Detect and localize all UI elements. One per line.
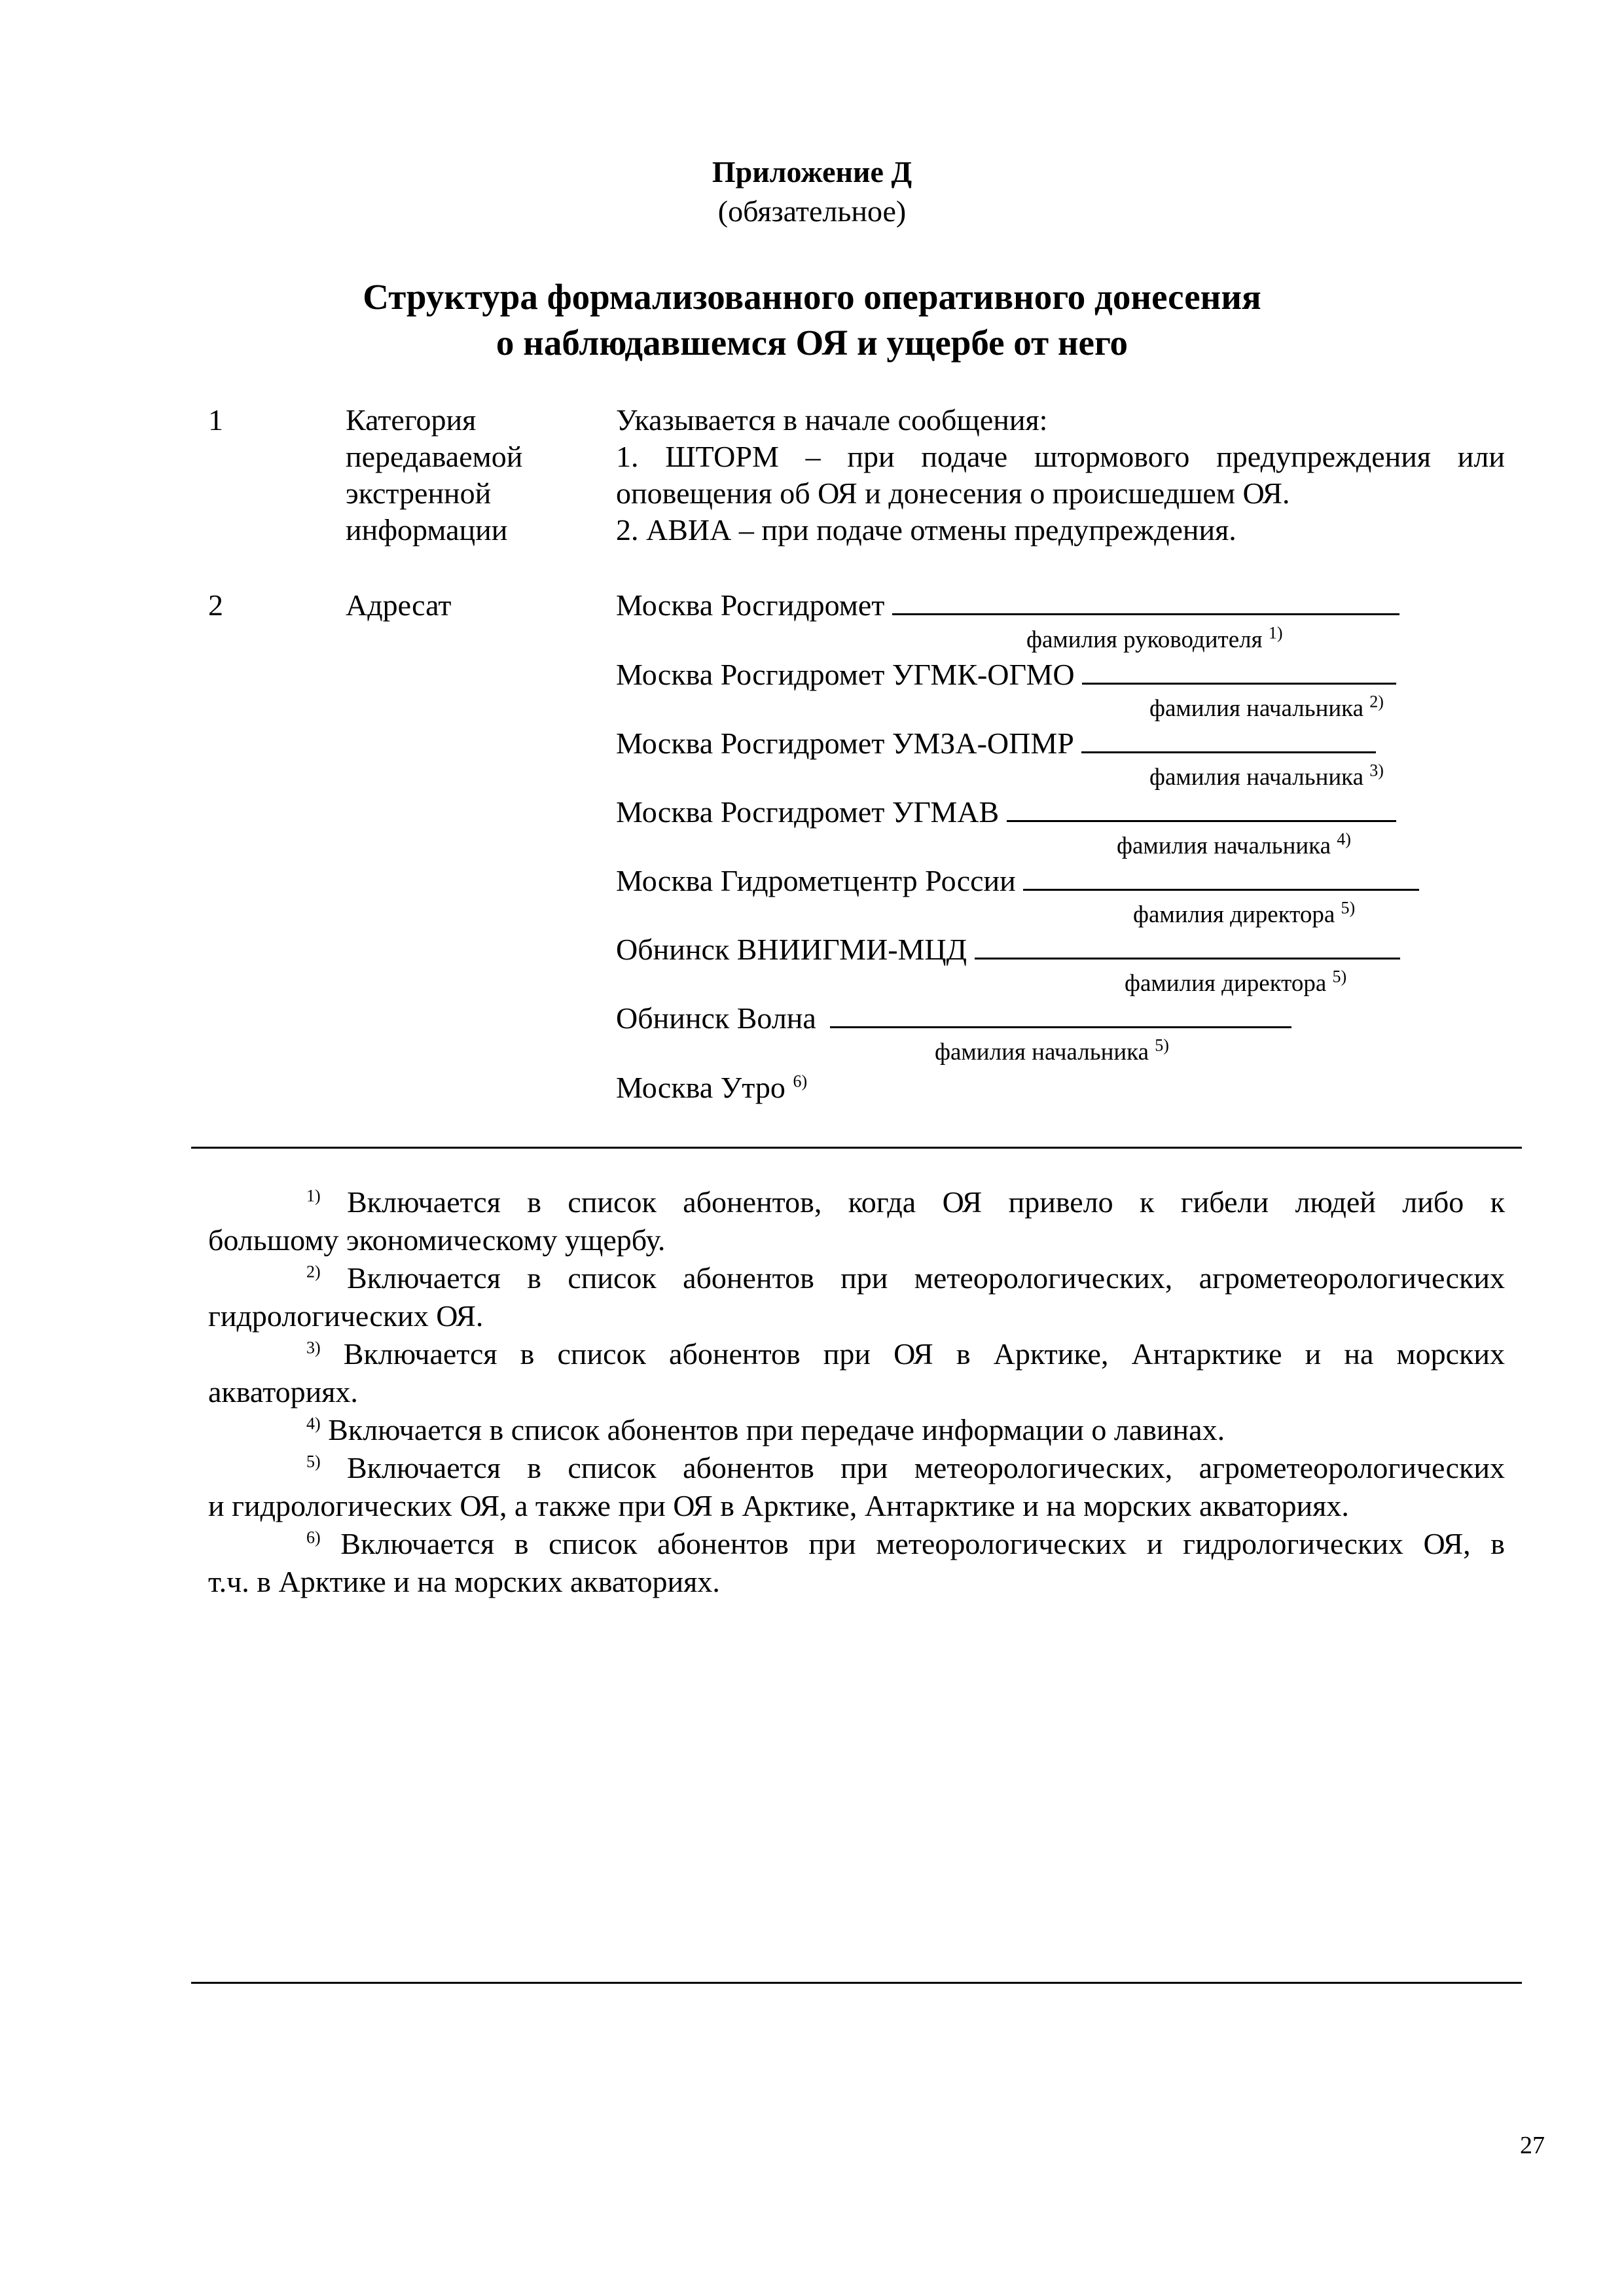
footnote-mark: 2) <box>306 1262 321 1282</box>
footnote-line <box>208 1335 1505 1373</box>
footnote-text: Включается в список абонентов при метеорологических, агрометеорологических <box>347 1451 1505 1484</box>
footnote-line <box>208 1449 1505 1487</box>
caption-text: фамилия начальника <box>1149 695 1364 722</box>
caption-text: фамилия директора <box>1133 901 1335 928</box>
item-label-line: экстренной <box>346 476 492 510</box>
footnotes <box>208 1183 1505 1601</box>
fill-in-blank[interactable] <box>1023 863 1419 891</box>
caption-text: фамилия руководителя <box>1026 626 1263 653</box>
caption-text: фамилия начальника <box>1149 764 1364 791</box>
addressee-name: Москва Росгидромет УГМАВ <box>616 795 1000 829</box>
addressee-name: Обнинск ВНИИГМИ-МЦД <box>616 933 967 966</box>
item-number: 2 <box>208 588 223 622</box>
addressee-name: Москва Утро <box>616 1071 785 1104</box>
page-bottom-rule <box>191 1982 1522 1984</box>
footnote-mark: 1) <box>1268 623 1283 643</box>
appendix-title: Приложение Д <box>712 155 912 188</box>
fill-in-blank[interactable] <box>830 1000 1291 1028</box>
footnote-line <box>208 1183 1505 1221</box>
addressee-name: Москва Гидрометцентр России <box>616 864 1016 897</box>
footnote-mark: 6) <box>793 1071 808 1091</box>
addressee-line <box>616 656 1396 693</box>
footnote-mark: 1) <box>306 1186 321 1206</box>
footnote-text: Включается в список абонентов при передаче информации о лавинах. <box>328 1413 1225 1446</box>
item-label-line: Категория <box>346 403 477 437</box>
footnote-mark: 5) <box>1332 967 1347 986</box>
footnote-separator <box>191 1147 1522 1149</box>
footnote-mark: 5) <box>1155 1035 1169 1055</box>
item-description-line: 1. ШТОРМ – при подаче штормового предупреждения или <box>616 440 1505 473</box>
item-description-line: оповещения об ОЯ и донесения о происшедшем ОЯ. <box>616 476 1290 510</box>
addressee-line <box>616 794 1396 831</box>
footnote-line: и гидрологических ОЯ, а также при ОЯ в Арктике, Антарктике и на морских акваториях. <box>208 1489 1349 1522</box>
footnote-mark: 3) <box>1369 761 1384 780</box>
blank-caption <box>1026 623 1283 654</box>
fill-in-blank[interactable] <box>1082 656 1396 685</box>
footnote-mark: 5) <box>1341 898 1356 918</box>
blank-caption <box>1133 898 1356 929</box>
addressee-line <box>616 1000 1291 1037</box>
document-title-line-2: о наблюдавшемся ОЯ и ущербе от него <box>496 323 1128 363</box>
item-description-line: 2. АВИА – при подаче отмены предупреждения. <box>616 513 1236 547</box>
fill-in-blank[interactable] <box>1081 725 1376 753</box>
footnote-text: Включается в список абонентов, когда ОЯ привело к гибели людей либо к <box>347 1185 1505 1219</box>
blank-caption <box>935 1035 1169 1066</box>
footnote-mark: 4) <box>306 1414 321 1433</box>
footnote-line: гидрологических ОЯ. <box>208 1299 484 1333</box>
caption-text: фамилия директора <box>1125 970 1327 997</box>
footnote-text: Включается в список абонентов при метеорологических и гидрологических ОЯ, в <box>340 1527 1505 1560</box>
caption-text: фамилия начальника <box>935 1039 1149 1066</box>
footnote-line: большому экономическому ущербу. <box>208 1223 666 1257</box>
addressee-line <box>616 931 1400 968</box>
blank-caption <box>1117 829 1351 860</box>
footnote-mark: 5) <box>306 1452 321 1471</box>
item-label-line: информации <box>346 513 508 547</box>
fill-in-blank[interactable] <box>1007 794 1396 822</box>
appendix-status: (обязательное) <box>717 194 907 228</box>
addressee-line <box>616 863 1419 899</box>
footnote-text: Включается в список абонентов при метеорологических, агрометеорологических <box>347 1261 1505 1295</box>
addressee-line <box>616 725 1376 762</box>
footnote-text: Включается в список абонентов при ОЯ в Арктике, Антарктике и на морских <box>343 1337 1506 1371</box>
addressee-name: Москва Росгидромет УГМК-ОГМО <box>616 658 1075 691</box>
addressee-name: Москва Росгидромет <box>616 588 885 622</box>
page-number: 27 <box>1520 2132 1545 2159</box>
fill-in-blank[interactable] <box>892 587 1399 615</box>
item-label-line: передаваемой <box>346 440 523 473</box>
item-number: 1 <box>208 403 223 437</box>
footnote-line: т.ч. в Арктике и на морских акваториях. <box>208 1565 720 1598</box>
addressee-line <box>616 1069 807 1106</box>
footnote-mark: 4) <box>1337 829 1351 849</box>
item-label: Адресат <box>346 588 452 622</box>
addressee-name: Обнинск Волна <box>616 1001 816 1035</box>
footnote-line: акваториях. <box>208 1375 358 1408</box>
footnote-mark: 2) <box>1369 692 1384 711</box>
footnote-line <box>208 1411 1505 1449</box>
blank-caption <box>1149 763 1384 791</box>
blank-caption <box>1149 694 1384 723</box>
document-title-line-1: Структура формализованного оперативного донесения <box>363 277 1261 317</box>
footnote-mark: 6) <box>306 1528 321 1547</box>
footnote-mark: 3) <box>306 1338 321 1357</box>
addressee-line <box>616 587 1399 624</box>
caption-text: фамилия начальника <box>1117 833 1331 859</box>
fill-in-blank[interactable] <box>975 931 1400 960</box>
item-description-intro: Указывается в начале сообщения: <box>616 403 1048 437</box>
blank-caption <box>1125 969 1346 997</box>
footnote-line <box>208 1259 1505 1297</box>
addressee-name: Москва Росгидромет УМЗА-ОПМР <box>616 726 1074 760</box>
footnote-line <box>208 1525 1505 1563</box>
